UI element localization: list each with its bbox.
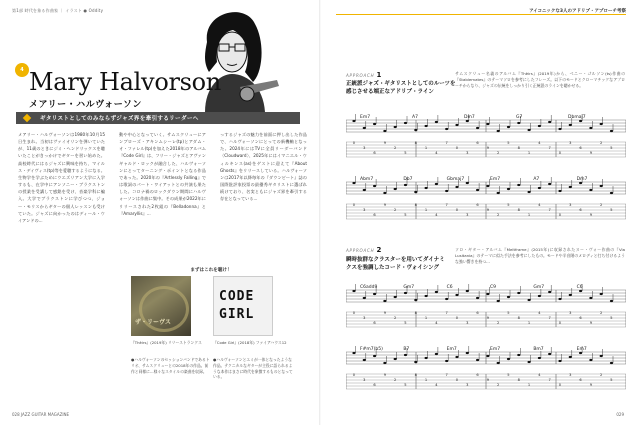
approach-1-row-2-tab-number: 7 — [548, 208, 551, 212]
approach-1-row-2-tab-number: 8 — [414, 203, 417, 207]
approach-2-row-1-tab-number: 4 — [538, 311, 541, 315]
approach-1-row-2-chord-symbol: Gbmaj7 — [446, 177, 465, 182]
approach-2-row-2-tab-number: 6 — [476, 373, 479, 377]
approach-1-row-1-tab-number: 7 — [548, 146, 551, 150]
body-column-1: メアリー・ハルヴォーソンは1980年10月15日生まれ。当初はヴァイオリンを弾いていたが、11歳のときにジミ・ヘンドリックスを聴いたことがきっかけでギターを習い始めた。高校時代にはるジャズに興味を持ち、マイルス・デイヴィス(tp)等を愛聴するようになる。生物学を学ぶためにウエズリアン大学に入学するも、在学中にアンソニー・ブラクストンの授業を受講して感銘を受け、音楽学科に編入。大学でブラクストンに学びつつ、ジョー・モリスからギターの個人レッスンも受けていた。ジャズに向かったのはディール・ウイアンドの... — [18, 132, 105, 223]
approach-2-row-1-note — [455, 294, 458, 296]
approach-1-row-2-tab-number: 0 — [352, 203, 356, 207]
approach-2-row-1-tab-number: 6 — [579, 316, 582, 320]
approach-1-row-1-chord-symbol: Dm7 — [464, 115, 475, 120]
approach-1-row-2-tab-number: 7 — [445, 203, 448, 207]
approach-1-row-1-tab-number: 1 — [424, 146, 428, 150]
approach-2-row-1-tab-number: 0 — [558, 321, 562, 325]
approach-2-row-1-note — [404, 292, 407, 294]
approach-1-row-2-tab-number: 2 — [394, 208, 397, 212]
approach-2-row-1-note — [466, 290, 469, 292]
approach-1-row-2-note — [425, 187, 428, 189]
approach-1-row-2-tab-number: 3 — [363, 208, 366, 212]
album-description-theirs: ●ハルヴォーソンのセッションバンドであるトリオ、サムスクリューとの2018年の作品。前作と同様に...様々なスタイルの楽曲を収録。 — [131, 357, 210, 374]
approach-2-row-2-tab-number: 3 — [569, 373, 572, 377]
approach-2-row-2-chord-symbol: Em7 — [490, 347, 501, 352]
approach-1-row-1-tab-number: 8 — [414, 141, 417, 145]
approach-1-row-2-tab-number: 0 — [558, 213, 562, 217]
approach-2-row-2-note — [569, 356, 572, 358]
approach-1-row-1-note — [414, 129, 417, 131]
approach-1-row-1-note — [352, 120, 355, 122]
approach-2-row-2-note — [414, 361, 417, 363]
running-head-left: 第1部 時代を象る作曲家 ｜ イラスト ● Oddity — [12, 8, 104, 13]
album-description-code-girl: ●ハルヴォーソンとエミが一体となったような作品。テクニカルなギターが主役に語られるような本作はまさに時代を象徴するものとなっている。 — [213, 357, 293, 380]
approach-2-row-2-note — [404, 354, 407, 356]
approach-1-row-2-note — [579, 182, 582, 184]
approach-1-row-2-tab-number: 5 — [507, 203, 510, 207]
approach-2-row-1-note — [363, 297, 366, 299]
album-cover-title-line2: GIRL — [219, 307, 255, 322]
approach-2-row-1-tab-number: 2 — [394, 316, 397, 320]
approach-2-word: APPROACH — [346, 248, 375, 253]
approach-2-row-1-chord-symbol: C9 — [490, 285, 497, 290]
approach-2-row-2-note — [517, 354, 520, 356]
approach-2-row-1-tab-number: 0 — [455, 316, 459, 320]
approach-2-row-2-chord-symbol: Em7 — [446, 347, 457, 352]
approach-2-row-1-note — [394, 296, 397, 298]
approach-1-row-2-note — [569, 186, 572, 188]
approach-2-row-1-note — [589, 297, 592, 299]
approach-1-row-1-tab-number: 3 — [363, 146, 366, 150]
approach-1-row-2-tab-number: 2 — [497, 213, 500, 217]
approach-1-row-1-note — [497, 130, 500, 132]
approach-1-row-1-note — [579, 120, 582, 122]
approach-2-row-2-tab-number: 4 — [538, 373, 541, 377]
approach-2-row-2-chord-symbol: Em7 — [576, 347, 587, 352]
approach-2-row-2-tab-number: 6 — [579, 378, 582, 382]
approach-2-score-svg — [346, 280, 626, 408]
approach-1-row-1-tab-number: 1 — [527, 151, 531, 155]
approach-1-row-1-note — [445, 128, 448, 130]
approach-2-row-1-tab-number: 3 — [363, 316, 366, 320]
approach-2-row-2-note — [548, 353, 551, 355]
approach-2-row-1-chord-symbol: C6add9 — [360, 285, 378, 290]
approach-2-row-2-tab-number: 0 — [352, 373, 356, 377]
approach-2-row-2-note — [497, 362, 500, 364]
artist-name-english: Mary Halvorson — [29, 68, 221, 96]
album-cover-title: ザ・リーヴス — [135, 319, 171, 326]
approach-2-text: ソロ・ギター・アルバム『Meltframe』(2015年)に収録されたヌー・ヴォー作曲の『Via Lusitania』のテーマに似た手法を参考にしたもの。モードや半音階のメロディと打ち付けるような強い響きを持つ... — [455, 247, 625, 265]
approach-2-row-1-tab-number: 9 — [486, 316, 489, 320]
approach-2-row-1-chord-symbol: C6 — [446, 285, 453, 290]
footer-page-number: 029 — [616, 412, 624, 417]
approach-2-row-2-note — [445, 360, 448, 362]
lead-banner — [16, 112, 300, 124]
approach-2-row-2-tab-number: 8 — [414, 373, 417, 377]
approach-2-row-1-tab-number: 6 — [373, 321, 376, 325]
approach-2-row-2-note — [394, 358, 397, 360]
approach-1-row-2-tab-number: 9 — [589, 213, 592, 217]
approach-1-row-2-note — [558, 190, 561, 192]
approach-1-row-1-note — [466, 120, 469, 122]
approach-2-row-1-tab-number: 5 — [507, 311, 510, 315]
artist-number-badge: 4 — [15, 63, 29, 77]
album-cover-title-line1: CODE — [219, 289, 255, 304]
approach-1-row-1-note — [569, 124, 572, 126]
approach-1-row-2-tab-number: 4 — [435, 213, 438, 217]
approach-2-row-2-tab-number: 5 — [610, 378, 613, 382]
approach-1-row-1-tab-number: 4 — [538, 141, 541, 145]
approach-1-row-2-note — [538, 187, 541, 189]
approach-1-row-2-note — [455, 186, 458, 188]
approach-2-row-1-note — [373, 293, 376, 295]
lead-text: ギタリストとしてのみならずジャズ界を牽引するリーダーへ — [40, 116, 199, 122]
approach-1-row-2-tab-number: 3 — [569, 203, 572, 207]
approach-2-row-2-note — [600, 355, 603, 357]
approach-2-row-2-tab-number: 3 — [363, 378, 366, 382]
approach-2-row-2-tab-number: 7 — [548, 378, 551, 382]
approach-1-row-2-note — [383, 192, 386, 194]
approach-1-row-1-note — [558, 128, 561, 130]
approach-2-row-1-note — [425, 295, 428, 297]
approach-2-row-1-tab-number: 0 — [352, 311, 356, 315]
approach-2-number: 2 — [376, 246, 383, 254]
approach-2-row-1-tab-number: 8 — [414, 311, 417, 315]
approach-2-row-1-tab-number: 7 — [445, 311, 448, 315]
approach-1-row-1-note — [383, 130, 386, 132]
approach-1-row-2-note — [363, 189, 366, 191]
approach-1-word: APPROACH — [346, 73, 375, 78]
approach-2-row-1-note — [517, 292, 520, 294]
approach-1-text: サムスクリュー名義のアルバム『Thèirs』(2019年)から、ベニー・ゴルソン(ts)作曲の『Stablemates』のテーマソロを参考にしたフレーズ。以下のモードとクローマチックなアプローチからなり、ジャズの伝統をしっかり引く正統派のラインを聴かせる。 — [455, 71, 625, 89]
approach-2-title: 瞬時抜群なクラスターを用いてダイナミクスを強調したコード・ヴォイシング — [346, 257, 445, 271]
approach-2-row-1-tab-number: 5 — [404, 321, 407, 325]
approach-1-row-2-tab-number: 1 — [424, 208, 428, 212]
approach-2-row-1-chord-symbol: C6 — [576, 285, 583, 290]
approach-1-row-1-note — [517, 122, 520, 124]
approach-1-row-2-tab-number: 0 — [455, 208, 459, 212]
approach-1-row-1-chord-symbol: A7 — [412, 115, 418, 120]
approach-2-row-1-tab-number: 3 — [569, 311, 572, 315]
approach-1-row-2-note — [589, 189, 592, 191]
approach-1-row-1-tab-number: 9 — [486, 146, 489, 150]
approach-2-row-1-note — [497, 300, 500, 302]
approach-1-row-1-tab-number: 9 — [589, 151, 592, 155]
approach-1-row-1-note — [425, 125, 428, 127]
approach-2-row-1-tab-number: 9 — [383, 311, 386, 315]
approach-1-row-2-tab-number: 9 — [486, 208, 489, 212]
approach-1-row-2-tab-number: 6 — [579, 208, 582, 212]
approach-1-row-1-note — [528, 129, 531, 131]
approach-2-row-2-tab-number: 9 — [589, 383, 592, 387]
approach-1-row-1-tab-number: 3 — [466, 151, 469, 155]
approach-1-row-2-note — [610, 192, 613, 194]
approach-1-row-2-note — [600, 185, 603, 187]
approach-2-row-1-note — [383, 300, 386, 302]
approach-2-row-1-note — [445, 298, 448, 300]
approach-1-row-1-chord-symbol: Em7 — [360, 115, 371, 120]
approach-2-row-2-note — [486, 355, 489, 357]
approach-2-row-1-note — [414, 299, 417, 301]
approach-2-row-1-note — [579, 290, 582, 292]
approach-2-row-2-note — [579, 352, 582, 354]
approach-2-row-1-note — [600, 293, 603, 295]
approach-1-label — [346, 71, 382, 79]
approach-1-row-1-tab-number: 5 — [404, 151, 407, 155]
approach-1-row-1-tab-number: 2 — [394, 146, 397, 150]
approach-2-row-1-note — [476, 297, 479, 299]
approach-1-row-2-note — [548, 183, 551, 185]
approach-2-row-1-tab-number: 9 — [589, 321, 592, 325]
approach-1-row-2-tab-number: 2 — [600, 203, 603, 207]
approach-2-row-2-note — [373, 355, 376, 357]
approach-2-row-1-note — [548, 291, 551, 293]
approach-2-row-2-note — [425, 357, 428, 359]
approach-2-row-2-tab-number: 2 — [497, 383, 500, 387]
approach-2-row-2-chord-symbol: F#m7(b5) — [360, 347, 383, 352]
approach-2-row-1-note — [507, 296, 510, 298]
approach-1-row-2-chord-symbol: Em7 — [490, 177, 501, 182]
approach-2-row-2-note — [589, 359, 592, 361]
approach-2-row-2-note — [455, 356, 458, 358]
approach-1-row-1-note — [548, 121, 551, 123]
approach-2-row-1-tab-number: 4 — [435, 321, 438, 325]
approach-1-row-2-tab-number: 1 — [527, 213, 531, 217]
approach-1-row-2-note — [476, 189, 479, 191]
approach-2-row-1-tab-number: 2 — [497, 321, 500, 325]
approach-2-row-2-chord-symbol: B7 — [403, 347, 410, 352]
approach-2-score — [346, 280, 626, 408]
approach-1-row-1-note — [476, 127, 479, 129]
approach-2-row-2-note — [610, 362, 613, 364]
page-gutter — [319, 0, 321, 425]
approach-1-row-2-chord-symbol: Abm7 — [360, 177, 374, 182]
album-caption-theirs: 『Thèirs』(2019年) リリーストランクス — [131, 340, 202, 345]
approach-2-row-1-tab-number: 6 — [476, 311, 479, 315]
approach-1-row-1-tab-number: 6 — [579, 146, 582, 150]
approach-1-row-2-note — [466, 182, 469, 184]
approach-1-row-1-note — [538, 125, 541, 127]
approach-1-row-2-note — [445, 190, 448, 192]
body-column-2: 動や中心となっていく。サムスクリューにアンブローズ・アキンムシーレ(tp)とアダム・オ・ファレル(tp)を加えた2018年のアルバム『Code Girl』は、フリー・ジャズとアヴァンギャルド・ロックが融合した、ハルヴォーソンにとってターニング・ポイントとなる作品であった。2020年の『Artlessly Falling』では歌詞のパート・ワイアットとの共演も果たした。コロナ禍のロックダウン期間にハルヴォーソンは作曲に集中。その成果が2022年にリリースされた2枚組の『Belladonna』と『Amaryllis』... — [119, 132, 206, 216]
approach-2-row-1-note — [610, 300, 613, 302]
approach-2-row-2-note — [352, 352, 355, 354]
approach-1-row-1-chord-symbol: G7 — [516, 115, 523, 120]
approach-2-row-1-tab-number: 2 — [600, 311, 603, 315]
approach-2-row-1-note — [558, 298, 561, 300]
approach-1-row-1-tab-number: 2 — [497, 151, 500, 155]
approach-1-row-2-tab-number: 5 — [610, 208, 613, 212]
approach-1-row-2-chord-symbol: Db7 — [403, 177, 413, 182]
approach-1-row-1-note — [507, 126, 510, 128]
approach-1-title: 正統派ジャズ・ギタリストとしてのルーツを感じさせる端正なアドリブ・ライン — [346, 81, 456, 95]
approach-1-row-1-tab-number: 8 — [517, 146, 520, 150]
approach-1-row-2-tab-number: 3 — [466, 213, 469, 217]
approach-2-row-2-note — [363, 359, 366, 361]
running-head-right: アイコニックな3人のアドリブ・アプローチ考察 — [529, 9, 626, 14]
approach-2-row-2-tab-number: 1 — [424, 378, 428, 382]
approach-1-row-2-tab-number: 9 — [383, 203, 386, 207]
approach-2-row-1-chord-symbol: Gm7 — [533, 285, 545, 290]
approach-1-row-2-note — [497, 192, 500, 194]
approach-2-row-1-tab-number: 7 — [548, 316, 551, 320]
approach-2-row-2-tab-number: 7 — [445, 373, 448, 377]
approach-1-row-1-chord-symbol: Dbmaj7 — [568, 115, 586, 120]
approach-2-row-2-tab-number: 0 — [455, 378, 459, 382]
approach-1-row-1-tab-number: 5 — [610, 146, 613, 150]
approach-1-row-1-tab-number: 2 — [600, 141, 603, 145]
approach-1-score — [346, 110, 626, 238]
approach-2-row-1-chord-symbol: Gm7 — [403, 285, 415, 290]
approach-2-row-1-note — [528, 299, 531, 301]
approach-1-number: 1 — [376, 71, 383, 79]
approach-2-row-1-tab-number: 1 — [424, 316, 428, 320]
approach-2-row-2-tab-number: 5 — [507, 373, 510, 377]
approach-2-row-2-tab-number: 9 — [383, 373, 386, 377]
approach-1-row-1-tab-number: 0 — [558, 151, 562, 155]
approach-1-row-2-tab-number: 6 — [476, 203, 479, 207]
approach-1-row-1-note — [610, 130, 613, 132]
approach-1-row-1-tab-number: 0 — [352, 141, 356, 145]
approach-2-label — [346, 246, 382, 254]
approach-1-score-svg — [346, 110, 626, 238]
approach-2-row-2-note — [476, 359, 479, 361]
approach-2-row-2-tab-number: 8 — [517, 378, 520, 382]
approach-1-row-2-note — [394, 188, 397, 190]
approach-1-row-1-tab-number: 5 — [507, 141, 510, 145]
approach-2-row-1-tab-number: 8 — [517, 316, 520, 320]
footer-left: 028 JAZZ GUITAR MAGAZINE — [12, 412, 70, 417]
approach-2-row-2-tab-number: 1 — [527, 383, 531, 387]
approach-1-row-2-note — [528, 191, 531, 193]
approach-2-row-2-note — [383, 362, 386, 364]
approach-1-row-1-note — [373, 123, 376, 125]
approach-1-row-1-tab-number: 4 — [435, 151, 438, 155]
approach-1-row-1-note — [394, 126, 397, 128]
approach-2-row-2-tab-number: 0 — [558, 383, 562, 387]
approach-1-row-1-tab-number: 6 — [373, 151, 376, 155]
album-cover-code-girl — [213, 276, 273, 336]
body-column-3: っするジャズの魅力を前面に押し出した作品で、ハルヴォーソンにとっての新機軸となった。2024年にはTVに全員リーダーバンド〈Cloudward〉、2025年にはイマニエル・ウィルキンス(as)をゲストに迎えて『About Ghosts』をリリースしている。ハルヴォーソンは2017年以降毎年の『ダウンビート』誌の国際批評家投票の最優秀ギタリストに選ばれ続けており、名実ともにジャズ界を牽引する存在となっている... — [220, 132, 307, 202]
approach-2-row-1-tab-number: 1 — [527, 321, 531, 325]
approach-2-row-1-tab-number: 3 — [466, 321, 469, 325]
approach-1-row-2-note — [435, 183, 438, 185]
approach-1-row-1-note — [404, 122, 407, 124]
approach-1-row-1-note — [435, 121, 438, 123]
approach-2-row-2-tab-number: 5 — [404, 383, 407, 387]
approach-1-row-2-note — [414, 191, 417, 193]
approach-1-row-1-tab-number: 7 — [445, 141, 448, 145]
approach-1-row-2-tab-number: 4 — [538, 203, 541, 207]
approach-2-row-2-note — [558, 360, 561, 362]
approach-2-row-2-tab-number: 9 — [486, 378, 489, 382]
approach-2-row-2-tab-number: 2 — [394, 378, 397, 382]
approach-1-row-2-note — [517, 184, 520, 186]
approach-2-row-2-note — [538, 357, 541, 359]
approach-2-row-1-note — [538, 295, 541, 297]
approach-1-row-2-note — [486, 185, 489, 187]
approach-1-row-1-tab-number: 6 — [476, 141, 479, 145]
artist-name-japanese: メアリー・ハルヴォーソン — [29, 100, 142, 110]
running-head-rule — [336, 14, 626, 15]
approach-1-row-1-tab-number: 3 — [569, 141, 572, 145]
approach-2-row-1-note — [352, 290, 355, 292]
approach-1-row-2-tab-number: 5 — [404, 213, 407, 217]
approach-2-row-2-tab-number: 3 — [466, 383, 469, 387]
recommend-heading: まずはこれを聴け！ — [190, 268, 232, 273]
album-cover-theirs — [131, 276, 191, 336]
album-caption-code-girl: 『Code Girl』(2018年) ファイアハウス12 — [213, 340, 287, 345]
approach-1-row-2-note — [373, 185, 376, 187]
approach-2-row-2-tab-number: 4 — [435, 383, 438, 387]
approach-1-row-1-note — [589, 127, 592, 129]
approach-1-row-1-note — [600, 123, 603, 125]
approach-1-row-2-chord-symbol: A7 — [533, 177, 540, 182]
approach-1-row-2-tab-number: 6 — [373, 213, 376, 217]
approach-2-row-2-tab-number: 6 — [373, 383, 376, 387]
approach-1-row-2-note — [352, 182, 355, 184]
approach-2-row-1-tab-number: 5 — [610, 316, 613, 320]
approach-2-row-2-note — [466, 352, 469, 354]
approach-2-row-2-note — [528, 361, 531, 363]
approach-1-row-1-note — [455, 124, 458, 126]
approach-2-row-2-tab-number: 2 — [600, 373, 603, 377]
approach-2-row-1-note — [569, 294, 572, 296]
approach-1-row-2-note — [404, 184, 407, 186]
approach-1-row-1-tab-number: 9 — [383, 141, 386, 145]
approach-1-row-1-note — [486, 123, 489, 125]
approach-1-row-1-note — [363, 127, 366, 129]
approach-1-row-2-note — [507, 188, 510, 190]
approach-1-row-2-chord-symbol: Dm7 — [576, 177, 588, 182]
approach-1-row-2-tab-number: 8 — [517, 208, 520, 212]
approach-2-row-1-note — [435, 291, 438, 293]
approach-2-row-2-chord-symbol: Bm7 — [533, 347, 544, 352]
approach-2-row-1-note — [486, 293, 489, 295]
approach-1-row-1-tab-number: 0 — [455, 146, 459, 150]
approach-2-row-2-note — [507, 358, 510, 360]
approach-2-row-2-note — [435, 353, 438, 355]
